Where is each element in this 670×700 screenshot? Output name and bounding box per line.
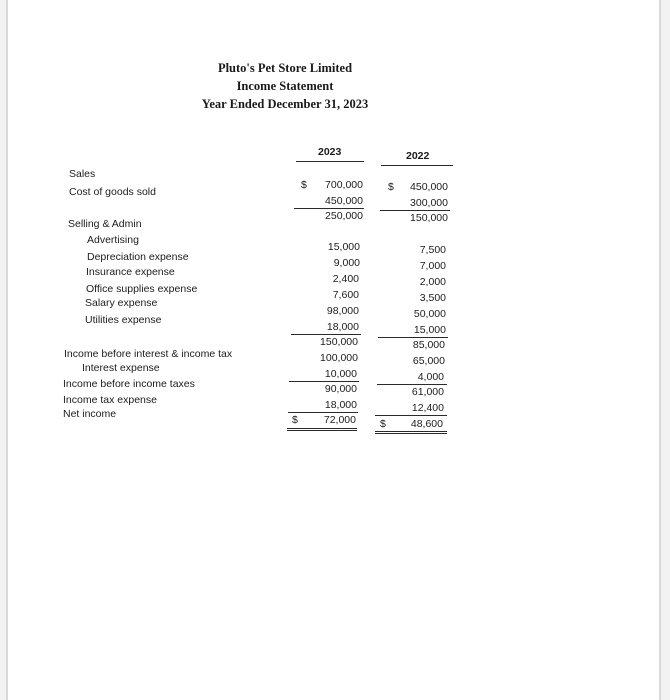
value-2023-depreciation: 9,000 [333,257,360,269]
subtotal-rule-2023-sa [291,334,361,335]
subtotal-rule-2022-net [375,415,447,416]
column-header-2023: 2023 [318,146,342,158]
currency-sign-net-2023: $ [292,414,298,426]
value-2022-interest: 4,000 [417,371,444,383]
value-2023-net-income: 72,000 [323,414,356,426]
value-2022-total-selling-admin: 85,000 [412,339,445,351]
value-2022-office: 3,500 [419,292,446,304]
currency-sign-sales-2022: $ [388,181,394,193]
double-rule-2023-top [287,428,357,429]
value-2023-gross-profit: 250,000 [325,210,363,222]
row-label-office: Office supplies expense [86,283,198,295]
row-label-cogs: Cost of goods sold [69,186,156,198]
value-2022-utilities: 15,000 [413,324,446,336]
value-2022-ebt: 61,000 [411,386,444,398]
value-2022-gross-profit: 150,000 [410,212,448,224]
subtotal-rule-2022-sa [378,337,448,338]
value-2022-advertising: 7,500 [419,244,446,256]
row-label-utilities: Utilities expense [85,314,162,326]
row-label-insurance: Insurance expense [86,266,175,278]
row-label-depreciation: Depreciation expense [87,251,189,263]
row-label-interest: Interest expense [82,362,160,374]
value-2022-insurance: 2,000 [419,276,446,288]
row-label-salary: Salary expense [85,297,158,309]
row-label-tax: Income tax expense [63,394,157,406]
row-label-selling-admin: Selling & Admin [68,218,142,230]
header-underline-2022 [381,165,453,166]
value-2022-ebit: 65,000 [412,355,445,367]
value-2022-depreciation: 7,000 [419,260,446,272]
row-label-sales: Sales [69,168,96,180]
company-name: Pluto's Pet Store Limited [217,61,353,75]
value-2023-interest: 10,000 [324,368,357,380]
row-label-net-income: Net income [63,408,117,420]
value-2022-net-income: 48,600 [410,418,443,430]
value-2023-advertising: 15,000 [327,241,360,253]
row-label-ebit: Income before interest & income tax [64,348,233,360]
page-edge-left [6,0,8,700]
value-2023-total-selling-admin: 150,000 [320,336,358,348]
value-2023-ebt: 90,000 [324,383,357,395]
subtotal-rule-2023-gross [294,208,364,209]
page-edge-right [659,0,661,700]
currency-sign-net-2022: $ [380,418,386,430]
header-underline-2023 [296,161,364,162]
column-header-2022: 2022 [406,150,430,162]
value-2022-tax: 12,400 [411,402,444,414]
subtotal-rule-2022-ebt [377,384,447,385]
currency-sign-sales-2023: $ [301,179,307,191]
row-label-ebt: Income before income taxes [63,378,195,390]
value-2022-cogs: 300,000 [410,197,448,209]
statement-period: Year Ended December 31, 2023 [201,97,369,111]
value-2023-ebit: 100,000 [320,352,358,364]
subtotal-rule-2022-gross [380,210,450,211]
value-2022-salary: 50,000 [413,308,446,320]
double-rule-2022-top [375,431,447,432]
subtotal-rule-2023-ebt [289,381,359,382]
value-2022-sales: 450,000 [410,181,448,193]
double-rule-2022-bottom [375,433,447,434]
value-2023-office: 7,600 [332,289,359,301]
value-2023-cogs: 450,000 [325,195,363,207]
value-2023-utilities: 18,000 [326,321,359,333]
row-label-advertising: Advertising [87,234,139,246]
value-2023-tax: 18,000 [324,399,357,411]
subtotal-rule-2023-net [288,412,358,413]
statement-title: Income Statement [236,79,334,93]
value-2023-insurance: 2,400 [332,273,359,285]
value-2023-salary: 98,000 [326,305,359,317]
value-2023-sales: 700,000 [325,179,363,191]
double-rule-2023-bottom [287,430,357,431]
